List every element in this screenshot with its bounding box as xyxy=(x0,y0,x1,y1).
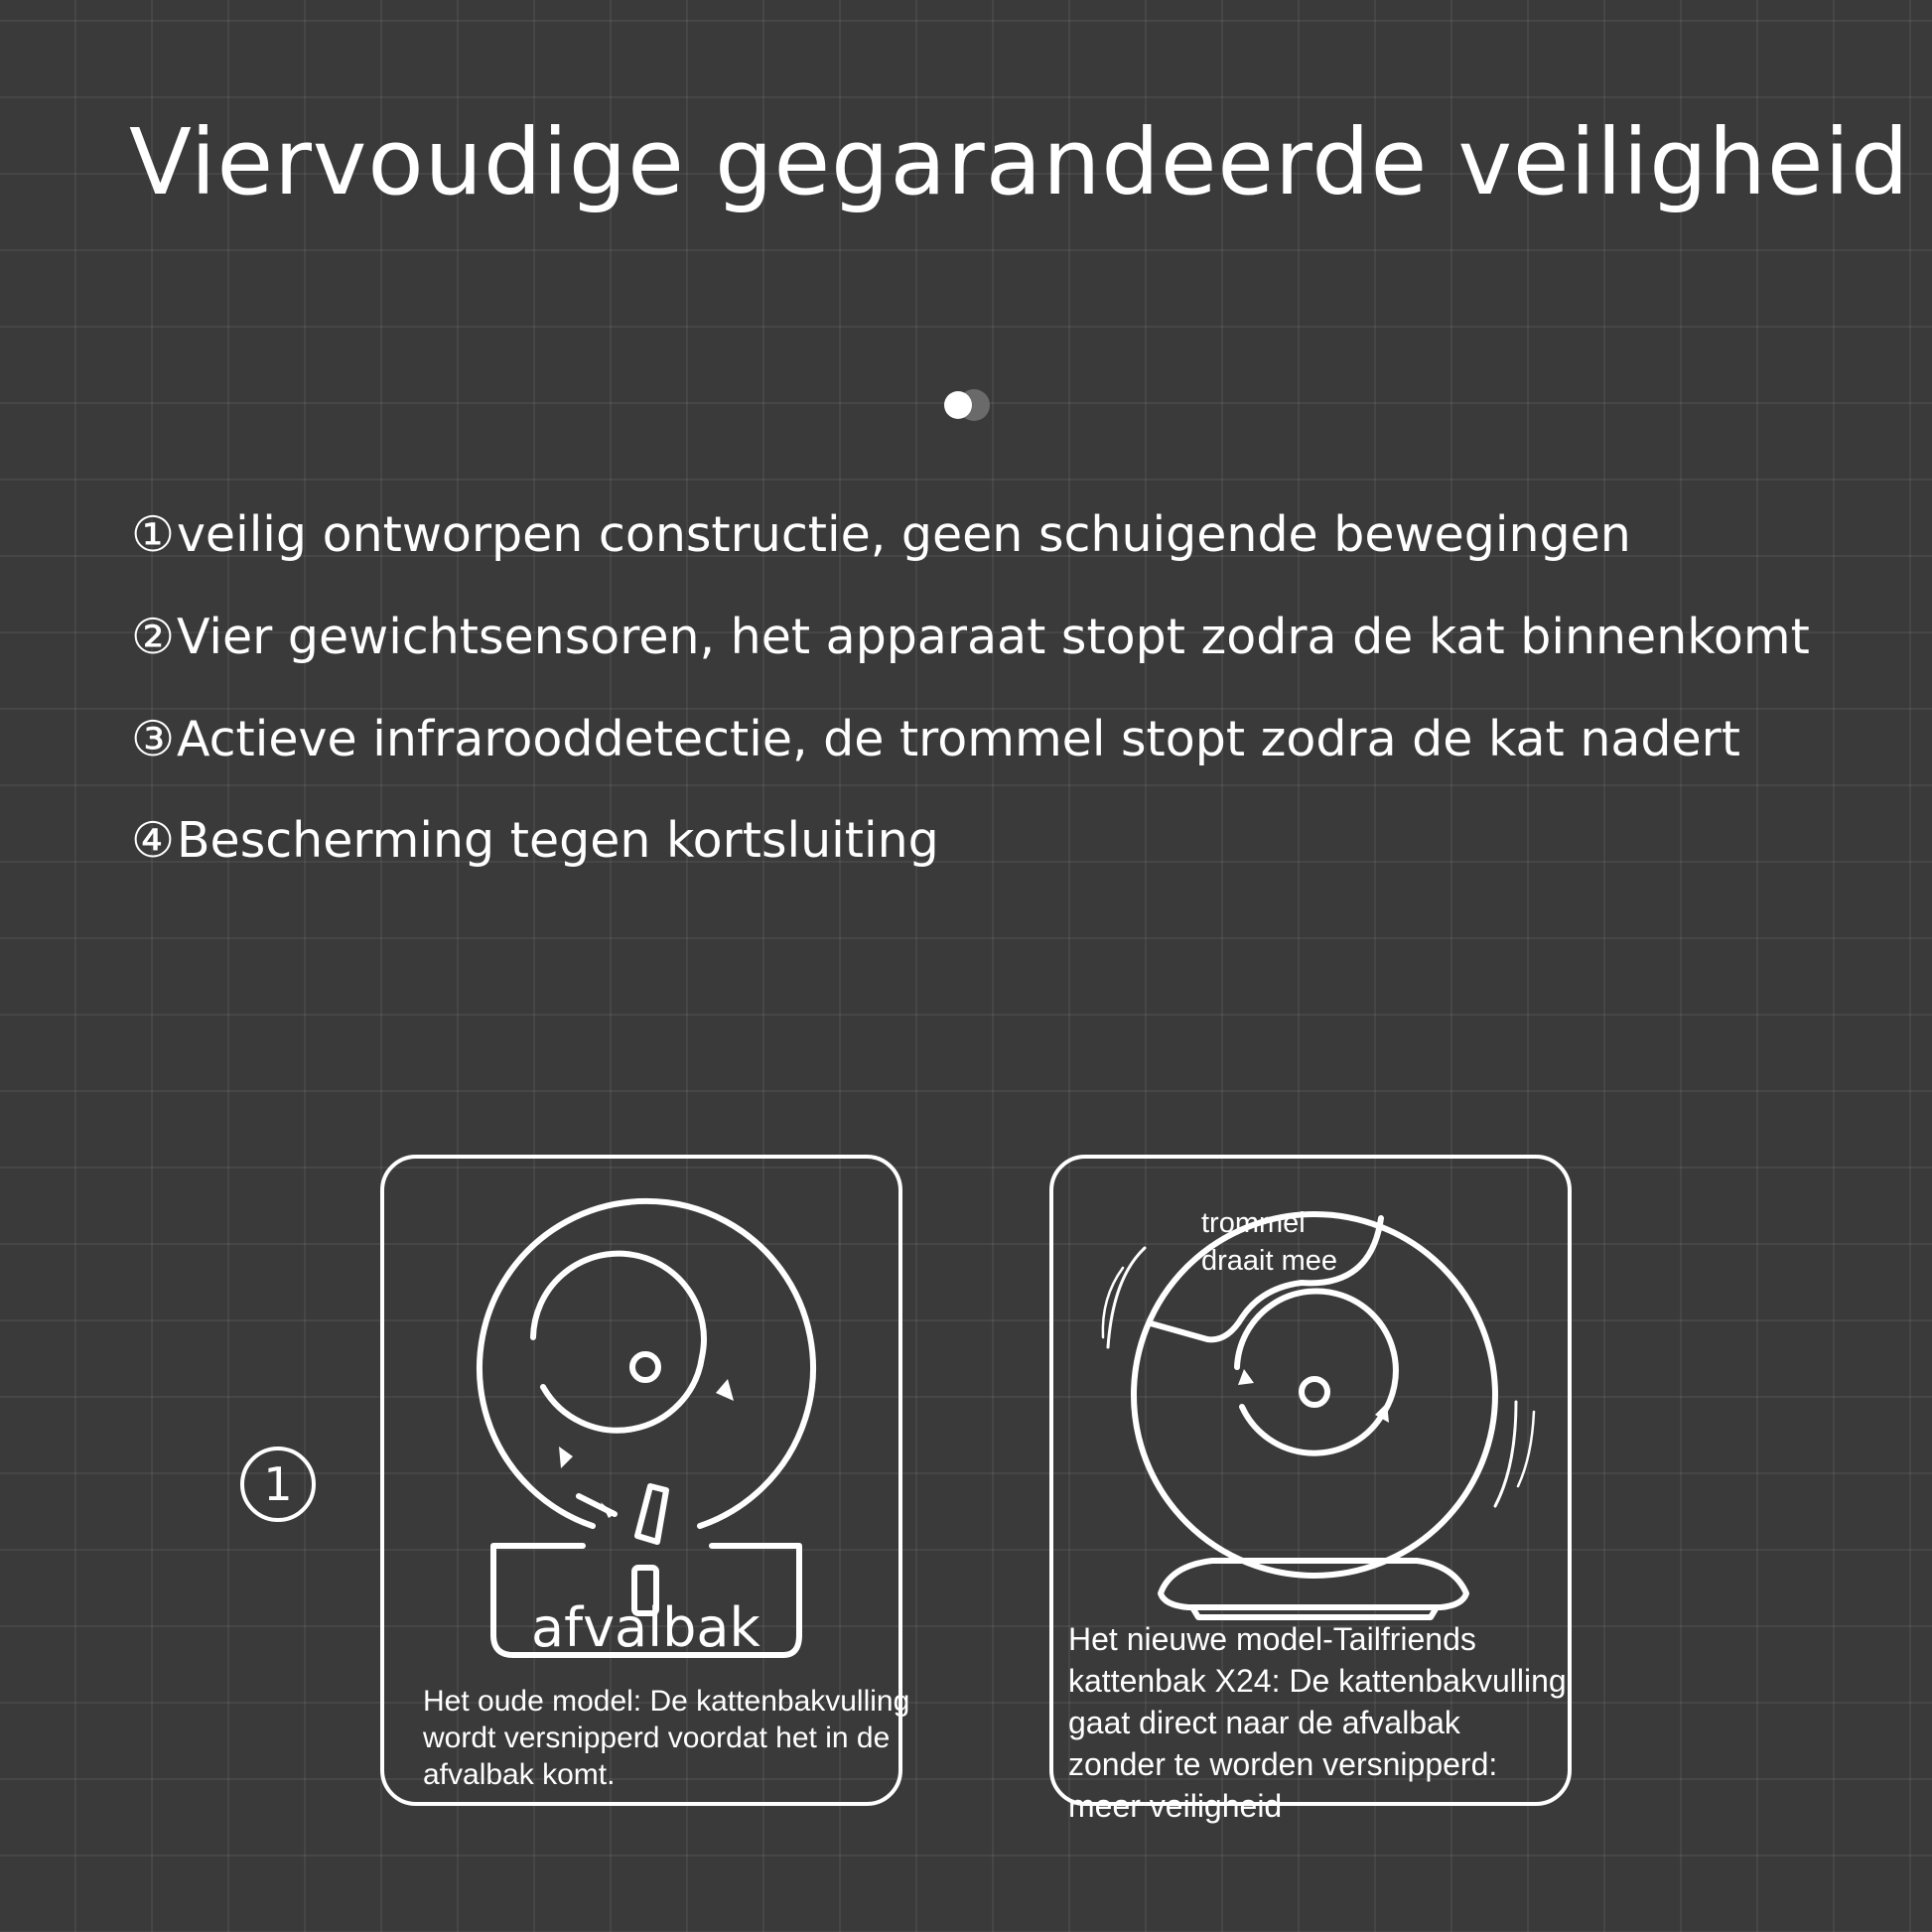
feature-number: ③ xyxy=(131,711,175,767)
feature-text: Bescherming tegen kortsluiting xyxy=(176,812,939,869)
feature-text: Vier gewichtsensoren, het apparaat stopt zodra de kat binnenkomt xyxy=(176,609,1810,665)
feature-number: ① xyxy=(131,506,175,563)
new-model-caption: Het nieuwe model-Tailfriends kattenbak X24: De kattenbakvulling gaat direct naar de afvalbak zonder te worden versnipperd: meer veiligheid xyxy=(1068,1621,1567,1824)
section-number: 1 xyxy=(263,1457,293,1511)
page-title: Viervoudige gegarandeerde veiligheid xyxy=(129,109,1910,215)
feature-item-2 xyxy=(131,609,1810,665)
feature-text: veilig ontworpen constructie, geen schuigende bewegingen xyxy=(176,506,1631,563)
feature-text: Actieve infrarooddetectie, de trommel stopt zodra de kat nadert xyxy=(176,711,1741,767)
drum-label: trommel draait mee xyxy=(1201,1207,1338,1277)
feature-item-3 xyxy=(131,711,1740,767)
feature-number: ② xyxy=(131,609,175,665)
old-model-caption: Het oude model: De kattenbakvulling wordt versnipperd voordat het in de afvalbak komt. xyxy=(423,1685,910,1791)
feature-number: ④ xyxy=(131,812,175,869)
feature-item-4 xyxy=(131,812,939,869)
feature-item-1 xyxy=(131,506,1631,563)
carousel-dots-icon xyxy=(938,385,994,425)
section-number-badge xyxy=(238,1445,318,1524)
bin-label: afvalbak xyxy=(531,1596,760,1659)
